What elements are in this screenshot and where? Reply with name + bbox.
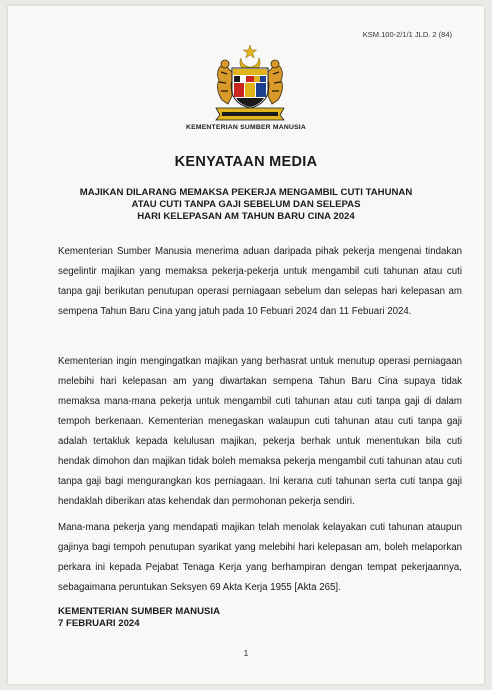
page-number: 1: [243, 649, 249, 658]
signoff-organisation: KEMENTERIAN SUMBER MANUSIA: [58, 606, 221, 617]
body-paragraph: Kementerian ingin mengingatkan majikan yang berhasrat untuk menutup operasi perniagaan melebihi hari kelepasan am yang diwartakan sempena Tahun Baru Cina supaya tidak memaksa mana-mana pekerja untuk mengambil cuti tahunan atau cuti tanpa gaji di dalam tempoh berkenaan. Kementerian menegaskan walaupun cuti tahunan atau cuti tanpa gaji adalah tertakluk kepada kelulusan majikan, pekerja berhak untuk menentukan bila cuti hendak dimohon dan majikan tidak boleh memaksa pekerja mengambil cuti tahunan atau cuti tanpa gaji bagi mengurangkan kos perniagaan. Ini kerana cuti tahunan serta cuti tanpa gaji hendaklah diberikan atas kehendak dan permohonan pekerja sendiri.: [58, 356, 462, 507]
coat-of-arms-icon: [210, 44, 290, 122]
signoff-date: 7 FEBRUARI 2024: [58, 618, 140, 629]
reference-number: KSM.100-2/1/1 JLD. 2 (84): [362, 30, 452, 39]
page-title: KENYATAAN MEDIA: [174, 154, 318, 170]
body-paragraph: Mana-mana pekerja yang mendapati majikan telah menolak kelayakan cuti tahunan ataupun gajinya bagi tempoh penutupan syarikat yang melebihi hari kelepasan am, boleh melaporkan perkara ini kepada Pejabat Tenaga Kerja yang berhampiran dengan tempat pekerjaannya, sebagaimana peruntukan Seksyen 69 Akta Kerja 1955 [Akta 265].: [58, 522, 462, 593]
body-paragraph: Kementerian Sumber Manusia menerima aduan daripada pihak pekerja mengenai tindakan segelintir majikan yang memaksa pekerja-pekerja untuk mengambil cuti tahunan atau cuti tanpa gaji berikutan penutupan operasi perniagaan sebelum dan selepas hari kelepasan am sempena Tahun Baru Cina yang jatuh pada 10 Febuari 2024 dan 11 Febuari 2024.: [58, 246, 462, 317]
signoff: [58, 606, 220, 630]
headline-line: HARI KELEPASAN AM TAHUN BARU CINA 2024: [137, 211, 355, 222]
headline-line: MAJIKAN DILARANG MEMAKSA PEKERJA MENGAMBIL CUTI TAHUNAN: [79, 187, 413, 198]
ministry-name: KEMENTERIAN SUMBER MANUSIA: [186, 124, 306, 131]
headline: [8, 187, 484, 223]
headline-line: ATAU CUTI TANPA GAJI SEBELUM DAN SELEPAS: [131, 199, 361, 210]
press-release-page: [8, 6, 484, 684]
